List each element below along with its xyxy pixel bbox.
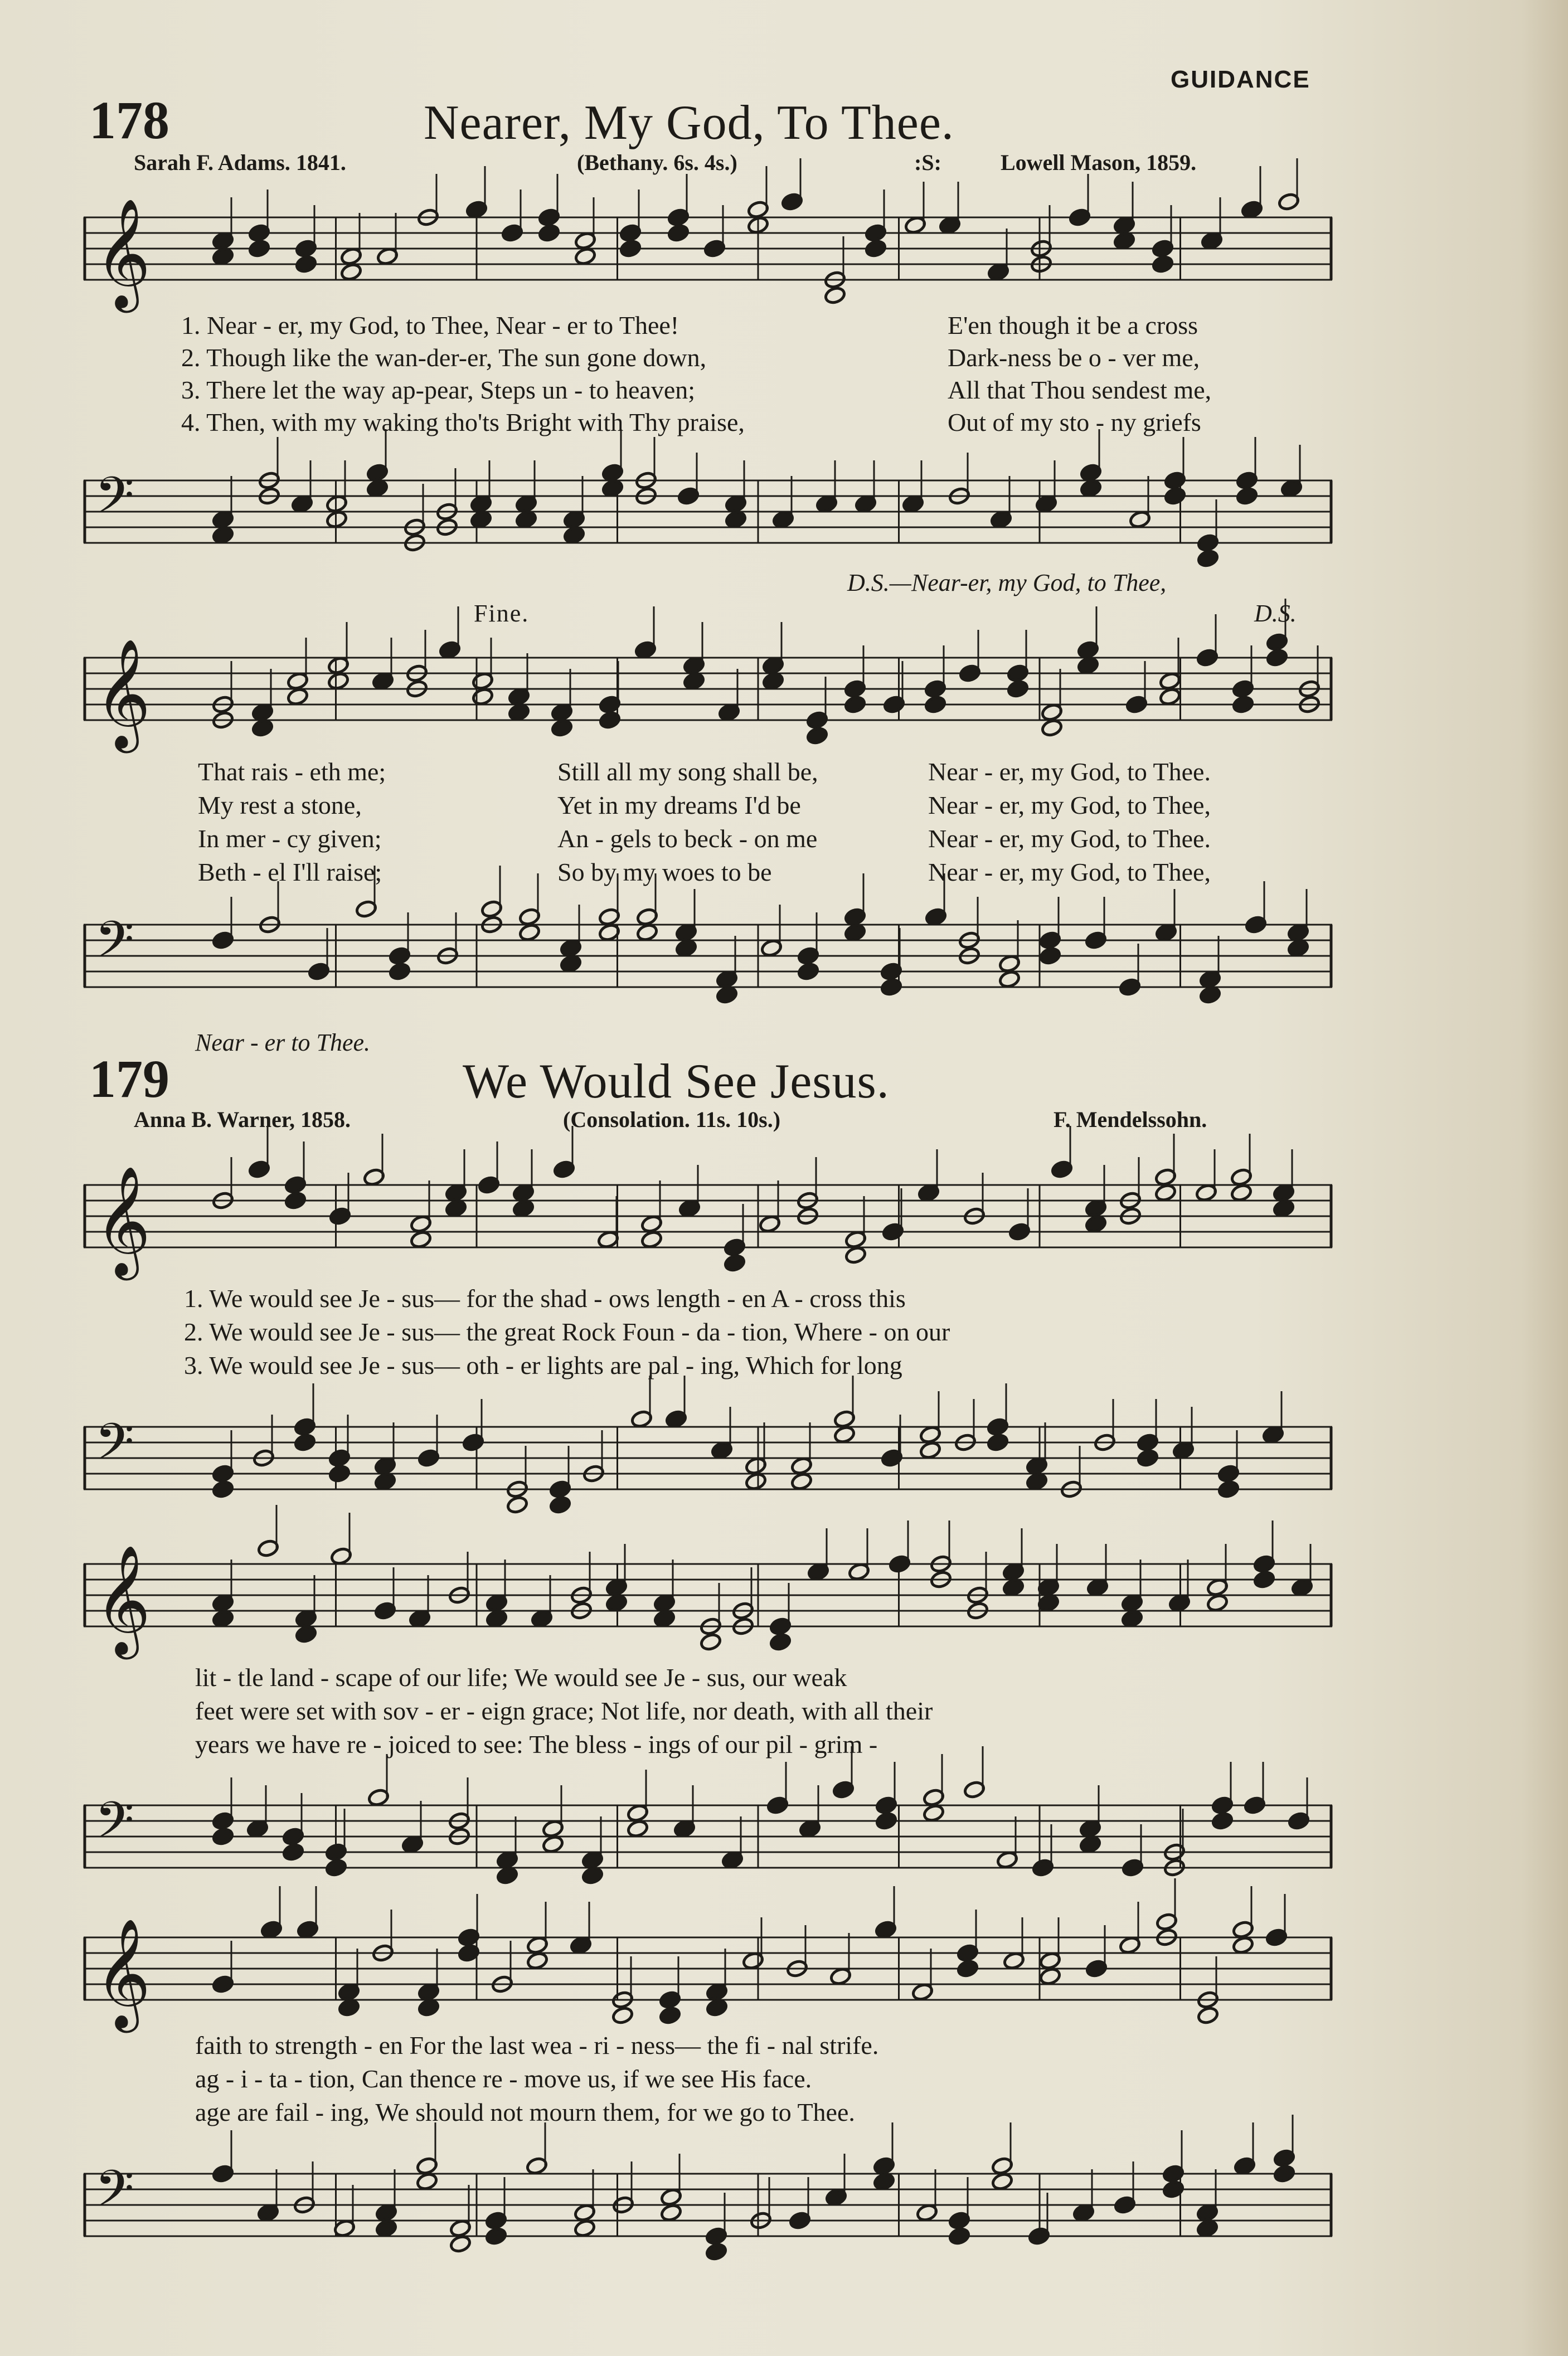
hymn-composer: F. Mendelssohn. [1054,1107,1207,1132]
note-head [844,923,866,942]
note-head [1159,687,1181,706]
note-head [1079,1835,1101,1854]
treble-staff [84,1901,1332,2028]
note-head [526,1951,548,1970]
verse-block [928,755,1211,889]
hymn-number: 179 [89,1049,169,1109]
note-head [574,247,596,266]
note-head [667,224,690,242]
note-head [762,672,784,691]
note-head [295,255,317,274]
note-head [581,1866,604,1885]
note-head [1199,985,1221,1004]
note-head [328,1464,351,1483]
note-head [470,510,492,529]
note-head [806,726,828,745]
note-head [724,1254,746,1272]
segno-mark: :S: [914,150,941,175]
lyric-line: Near - er, my God, to Thee. [928,757,1211,786]
note-head [325,1858,347,1877]
note-head [706,1998,728,2017]
note-head [282,1843,304,1862]
treble-staff [84,184,1332,308]
note-head [1137,1449,1159,1468]
bass-clef: 𝄢 [95,466,134,537]
lyric-line: 2. We would see Je - sus— the great Rock Foun - da - tion, Where - on our [184,1318,950,1346]
note-head [512,1199,535,1218]
hymn-tune: (Consolation. 11s. 10s.) [563,1107,781,1132]
note-head [725,510,747,529]
bass-staff [84,2140,1332,2252]
note-head [640,1230,663,1249]
note-head [295,1625,317,1644]
note-head [374,1472,396,1491]
treble-staff [84,1148,1332,1276]
note-head [865,239,887,258]
lyric-line: Out of my sto - ny griefs [948,408,1201,436]
verse-block [557,755,818,889]
note-head [212,1480,234,1499]
lyric-line: An - gels to beck - on me [557,824,818,853]
note-head [472,687,494,706]
lyric-line: So by my woes to be [557,858,772,886]
note-head [389,962,411,981]
note-head [1232,695,1254,714]
note-head [1211,1811,1234,1830]
note-head [248,239,270,258]
note-head [700,1633,722,1651]
verse-block [195,1661,933,1761]
lyric-line: years we have re - joiced to see: The bless - ings of our pil - grim - [195,1730,878,1759]
hymn-tune: (Bethany. 6s. 4s.) [577,150,737,175]
fine-mark: Fine. [474,600,530,627]
bass-clef: 𝄢 [95,1412,134,1484]
note-head [660,2203,682,2222]
note-head [1152,255,1174,274]
note-head [327,672,349,691]
lyric-line: That rais - eth me; [198,757,386,786]
verse-block [948,309,1211,439]
note-head [1162,2180,1185,2199]
note-head [1253,1570,1275,1589]
hymn-composer: Lowell Mason, 1859. [1001,150,1197,175]
hymn-title: Nearer, My God, To Thee. [424,96,954,150]
note-head [485,2227,507,2246]
note-head [1085,1215,1107,1233]
note-head [923,1804,945,1823]
note-head [627,1819,649,1838]
note-head [601,479,624,498]
lyric-line: 2. Though like the wan-der-er, The sun gone down, [181,343,707,372]
note-head [1197,549,1219,568]
lyric-line: 1. We would see Je - sus— for the shad - ows length - en A - cross this [184,1284,906,1313]
note-head [366,479,389,498]
lyric-line: E'en though it be a cross [948,311,1198,339]
note-head [212,526,234,545]
verse-block [181,309,745,439]
note-head [1113,231,1135,250]
note-head [486,1609,508,1628]
note-head [1236,487,1258,506]
lyric-line: Dark-ness be o - ver me, [948,343,1200,372]
ds-mark: D.S. [1254,600,1297,627]
treble-clef: 𝄞 [95,638,151,749]
lyric-line: Near - er, my God, to Thee, [928,858,1211,886]
bass-clef: 𝄢 [95,910,134,982]
bass-staff [84,1767,1332,1895]
treble-staff [84,624,1332,749]
note-head [506,1495,528,1514]
note-head [1273,1199,1295,1218]
note-head [948,2227,970,2246]
note-head [844,695,866,714]
hymn-title: We Would See Jesus. [463,1055,890,1109]
lyric-line: feet were set with sov - er - eign grace; Not life, nor death, with all their [195,1697,933,1725]
note-head [560,954,582,973]
lyric-line: My rest a stone, [198,791,362,819]
note-head [294,1433,316,1452]
treble-clef: 𝄞 [95,1544,151,1655]
note-head [880,978,902,997]
note-head [538,224,560,242]
lyric-line: In mer - cy given; [198,824,382,853]
note-head [675,939,697,958]
lyric-line: Near - er, my God, to Thee. [928,824,1211,853]
note-head [418,1998,440,2017]
note-head [875,1811,897,1830]
note-head [410,1230,432,1249]
note-head [844,1246,867,1265]
lyric-line: 4. Then, with my waking tho'ts Bright with Thy praise, [181,408,745,436]
note-head [1121,1609,1143,1628]
note-head [445,1199,467,1218]
lyric-line: ag - i - ta - tion, Can thence re - move us, if we see His face. [195,2064,812,2093]
lyric-line: age are fail - ing, We should not mourn them, for we go to Thee. [195,2098,855,2126]
lyric-line: 3. We would see Je - sus— oth - er lights are pal - ing, Which for long [184,1351,902,1379]
bass-staff [84,440,1332,574]
note-head [1287,939,1309,958]
note-head [991,2172,1013,2191]
note-head [338,1998,360,2017]
treble-staff [84,1527,1332,1655]
treble-clef: 𝄞 [95,1165,151,1276]
verse-block [184,1282,950,1382]
note-head [987,1433,1009,1452]
lyric-line: Yet in my dreams I'd be [557,791,801,819]
note-head [873,2172,895,2191]
note-head [636,923,658,942]
note-head [1007,679,1029,698]
note-head [1037,1594,1060,1612]
note-head [1039,1967,1061,1986]
note-head [599,711,621,730]
lyric-line: Near - er, my God, to Thee, [928,791,1211,819]
note-head [1154,1183,1177,1202]
note-head [251,718,274,737]
lyric-line: All that Thou sendest me, [948,376,1212,404]
note-head [1273,2164,1295,2183]
note-head [212,247,234,266]
note-head [611,2006,634,2025]
note-head [1232,1936,1254,1955]
note-head [619,239,642,258]
note-head [287,687,309,706]
note-head [659,2006,681,2025]
note-head [790,1472,813,1491]
note-head [551,718,573,737]
note-head [1196,2219,1219,2238]
hymn-author: Sarah F. Adams. 1841. [134,150,346,175]
note-head [212,1609,234,1628]
bass-staff [84,1393,1332,1505]
note-head [797,962,819,981]
ds-text: D.S.—Near-er, my God, to Thee, [847,569,1167,596]
verse-block [195,2029,878,2129]
lyric-line: Beth - el I'll raise; [198,858,382,886]
note-head [574,2219,596,2238]
note-head [1026,1472,1048,1491]
note-head [653,1609,676,1628]
note-head [605,1594,628,1612]
note-head [375,2219,397,2238]
lyric-line: Still all my song shall be, [557,757,818,786]
note-head [518,923,541,942]
note-head [919,1441,941,1460]
note-head [769,1633,792,1651]
treble-clef: 𝄞 [95,198,151,308]
note-head [1041,718,1063,737]
note-head [416,2172,438,2191]
note-head [745,1472,767,1491]
lyric-line: 3. There let the way ap-pear, Steps un - to heaven; [181,376,696,404]
note-head [824,286,846,305]
note-head [1206,1594,1229,1612]
note-head [542,1835,564,1854]
note-head [998,970,1021,989]
note-head [1230,1183,1253,1202]
note-head [1164,487,1186,506]
note-head [515,510,537,529]
note-head [1080,479,1102,498]
note-head [284,1191,307,1210]
bass-clef: 𝄢 [95,2159,134,2231]
verse-block [198,755,386,889]
note-head [1266,648,1288,667]
note-head [508,703,530,722]
lyric-line: 1. Near - er, my God, to Thee, Near - er to Thee! [181,311,679,339]
note-head [833,1425,856,1444]
note-head [716,985,738,1004]
lyric-line: faith to strength - en For the last wea - ri - ness— the fi - nal strife. [195,2031,879,2059]
ds-end-text: Near - er to Thee. [195,1029,371,1056]
lyric-line: lit - tle land - scape of our life; We would see Je - sus, our weak [195,1663,847,1692]
treble-clef: 𝄞 [95,1918,151,2028]
note-head [1217,1480,1240,1499]
note-head [957,1959,979,1978]
note-head [1197,2006,1219,2025]
note-head [1039,946,1061,965]
hymn-number: 178 [89,90,169,150]
hymn-author: Anna B. Warner, 1858. [134,1107,351,1132]
bass-staff [84,886,1332,1014]
note-head [449,2234,472,2253]
note-head [563,526,585,545]
note-head [683,672,705,691]
note-head [1002,1578,1025,1597]
note-head [705,2242,727,2261]
note-head [549,1495,571,1514]
note-head [924,695,946,714]
note-head [496,1866,518,1885]
note-head [212,1827,234,1846]
note-head [1077,656,1099,675]
note-head [340,263,362,281]
section-header: GUIDANCE [1171,66,1310,93]
bass-clef: 𝄢 [95,1791,134,1862]
